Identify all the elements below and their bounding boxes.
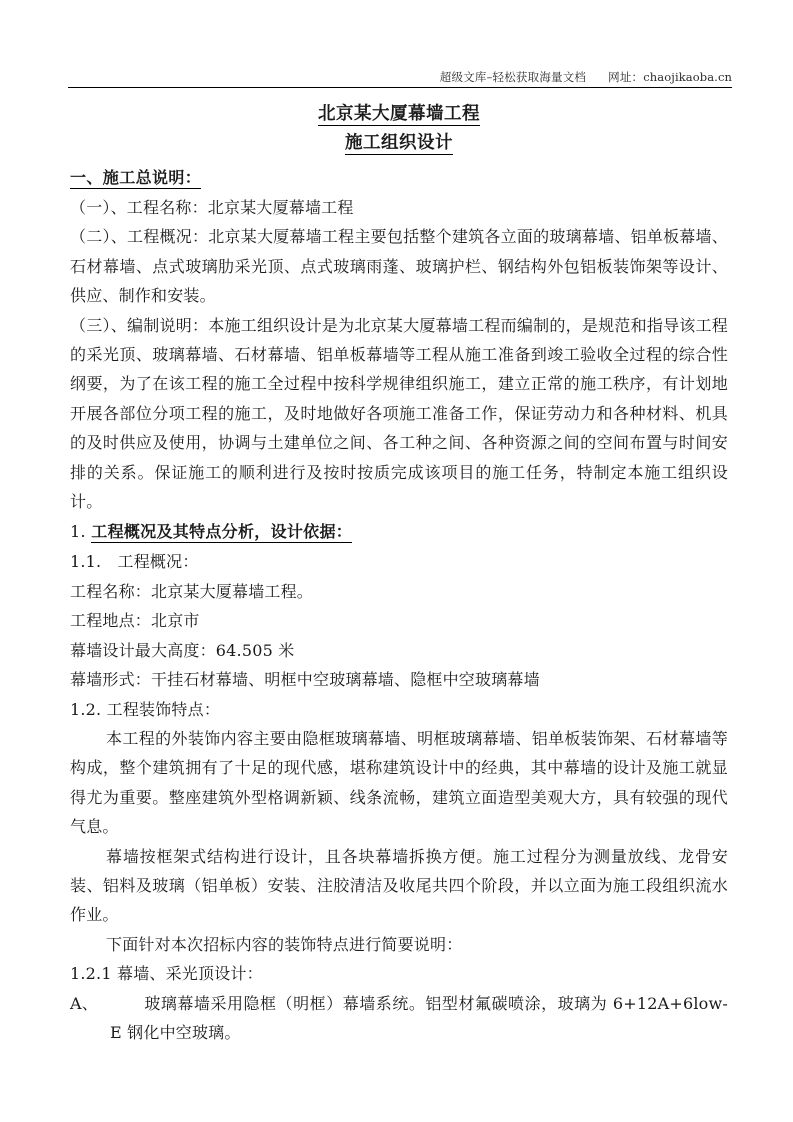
field-max-height: 幕墙设计最大高度：64.505 米 xyxy=(70,640,295,660)
paragraph-decoration-features-c: 下面针对本次招标内容的装饰特点进行简要说明： xyxy=(106,934,463,954)
document-title-line2 xyxy=(70,129,728,158)
section-heading-1 xyxy=(70,163,728,193)
paragraph-compilation-note: （三）、编制说明：本施工组织设计是为北京某大厦幕墙工程而编制的，是规范和指导该工程的采光顶、玻璃幕墙、石材幕墙、铝单板幕墙等工程从施工准备到竣工验收全过程的综合性纲要，为了在该工程的施工全过程中按科学规律组织施工，建立正常的施工秩序，有计划地开展各部位分项工程的施工，及时地做好各项施工准备工作，保证劳动力和各种材料、机具的及时供应及使用，协调与土建单位之间、各工种之间、各种资源之间的空间布置与时间安排的关系。保证施工的顺利进行及按时按质完成该项目的施工任务，特制定本施工组织设计。 xyxy=(70,315,728,512)
list-item-a-text: 玻璃幕墙采用隐框（明框）幕墙系统。铝型材氟碳喷涂，玻璃为 6+12A+6low-E 钢化中空玻璃。 xyxy=(110,993,728,1042)
section-heading-1-1-group xyxy=(70,516,728,547)
paragraph-decoration-features-a: 本工程的外装饰内容主要由隐框玻璃幕墙、明框玻璃幕墙、铝单板装饰架、石材幕墙等构成，整个建筑拥有了十足的现代感，堪称建筑设计中的经典，其中幕墙的设计及施工就显得尤为重要。整座建筑外型格调新颖、线条流畅，建筑立面造型美观大方，具有较强的现代气息。 xyxy=(70,728,728,837)
field-project-site: 工程地点：北京市 xyxy=(70,611,200,631)
field-project-name: 工程名称：北京某大厦幕墙工程。 xyxy=(70,581,314,601)
document-title-line2-text: 施工组织设计 xyxy=(345,133,453,153)
list-item-a xyxy=(70,989,728,1048)
paragraph-project-name: （一）、工程名称：北京某大厦幕墙工程 xyxy=(70,198,354,217)
section-number: 1. xyxy=(70,522,86,542)
subsection-heading-1-2: 1.2. 工程装饰特点： xyxy=(70,699,221,719)
section-heading-text: 工程概况及其特点分析，设计依据： xyxy=(91,522,353,542)
section-heading-1-text: 一、施工总说明： xyxy=(70,168,202,187)
document-title-line1-text: 北京某大厦幕墙工程 xyxy=(318,104,480,124)
paragraph-decoration-features-b: 幕墙按框架式结构进行设计，且各块幕墙拆换方便。施工过程分为测量放线、龙骨安装、铝料及玻璃（铝单板）安装、注胶清洁及收尾共四个阶段，并以立面为施工段组织流水作业。 xyxy=(70,846,728,925)
header-url-label: 网址： xyxy=(608,70,644,84)
header-site-name: 超级文库–轻松获取海量文档 xyxy=(439,70,587,84)
field-curtain-wall-types: 幕墙形式：干挂石材幕墙、明框中空玻璃幕墙、隐框中空玻璃幕墙 xyxy=(70,670,540,690)
document-title-line1 xyxy=(70,100,728,129)
page-header xyxy=(68,70,732,88)
subsection-heading-1-1: 1.1. 工程概况： xyxy=(70,552,199,572)
paragraph-project-overview: （二）、工程概况：北京某大厦幕墙工程主要包括整个建筑各立面的玻璃幕墙、铝单板幕墙、石材幕墙、点式玻璃肋采光顶、点式玻璃雨蓬、玻璃护栏、钢结构外包铝板装饰架等设计、供应、制作和安装。 xyxy=(70,227,728,306)
subsection-heading-1-2-1: 1.2.1 幕墙、采光顶设计： xyxy=(70,964,263,984)
list-item-a-marker: A、 xyxy=(70,993,98,1013)
document-body xyxy=(70,100,728,1047)
header-url-value: chaojikaoba.cn xyxy=(643,70,732,84)
